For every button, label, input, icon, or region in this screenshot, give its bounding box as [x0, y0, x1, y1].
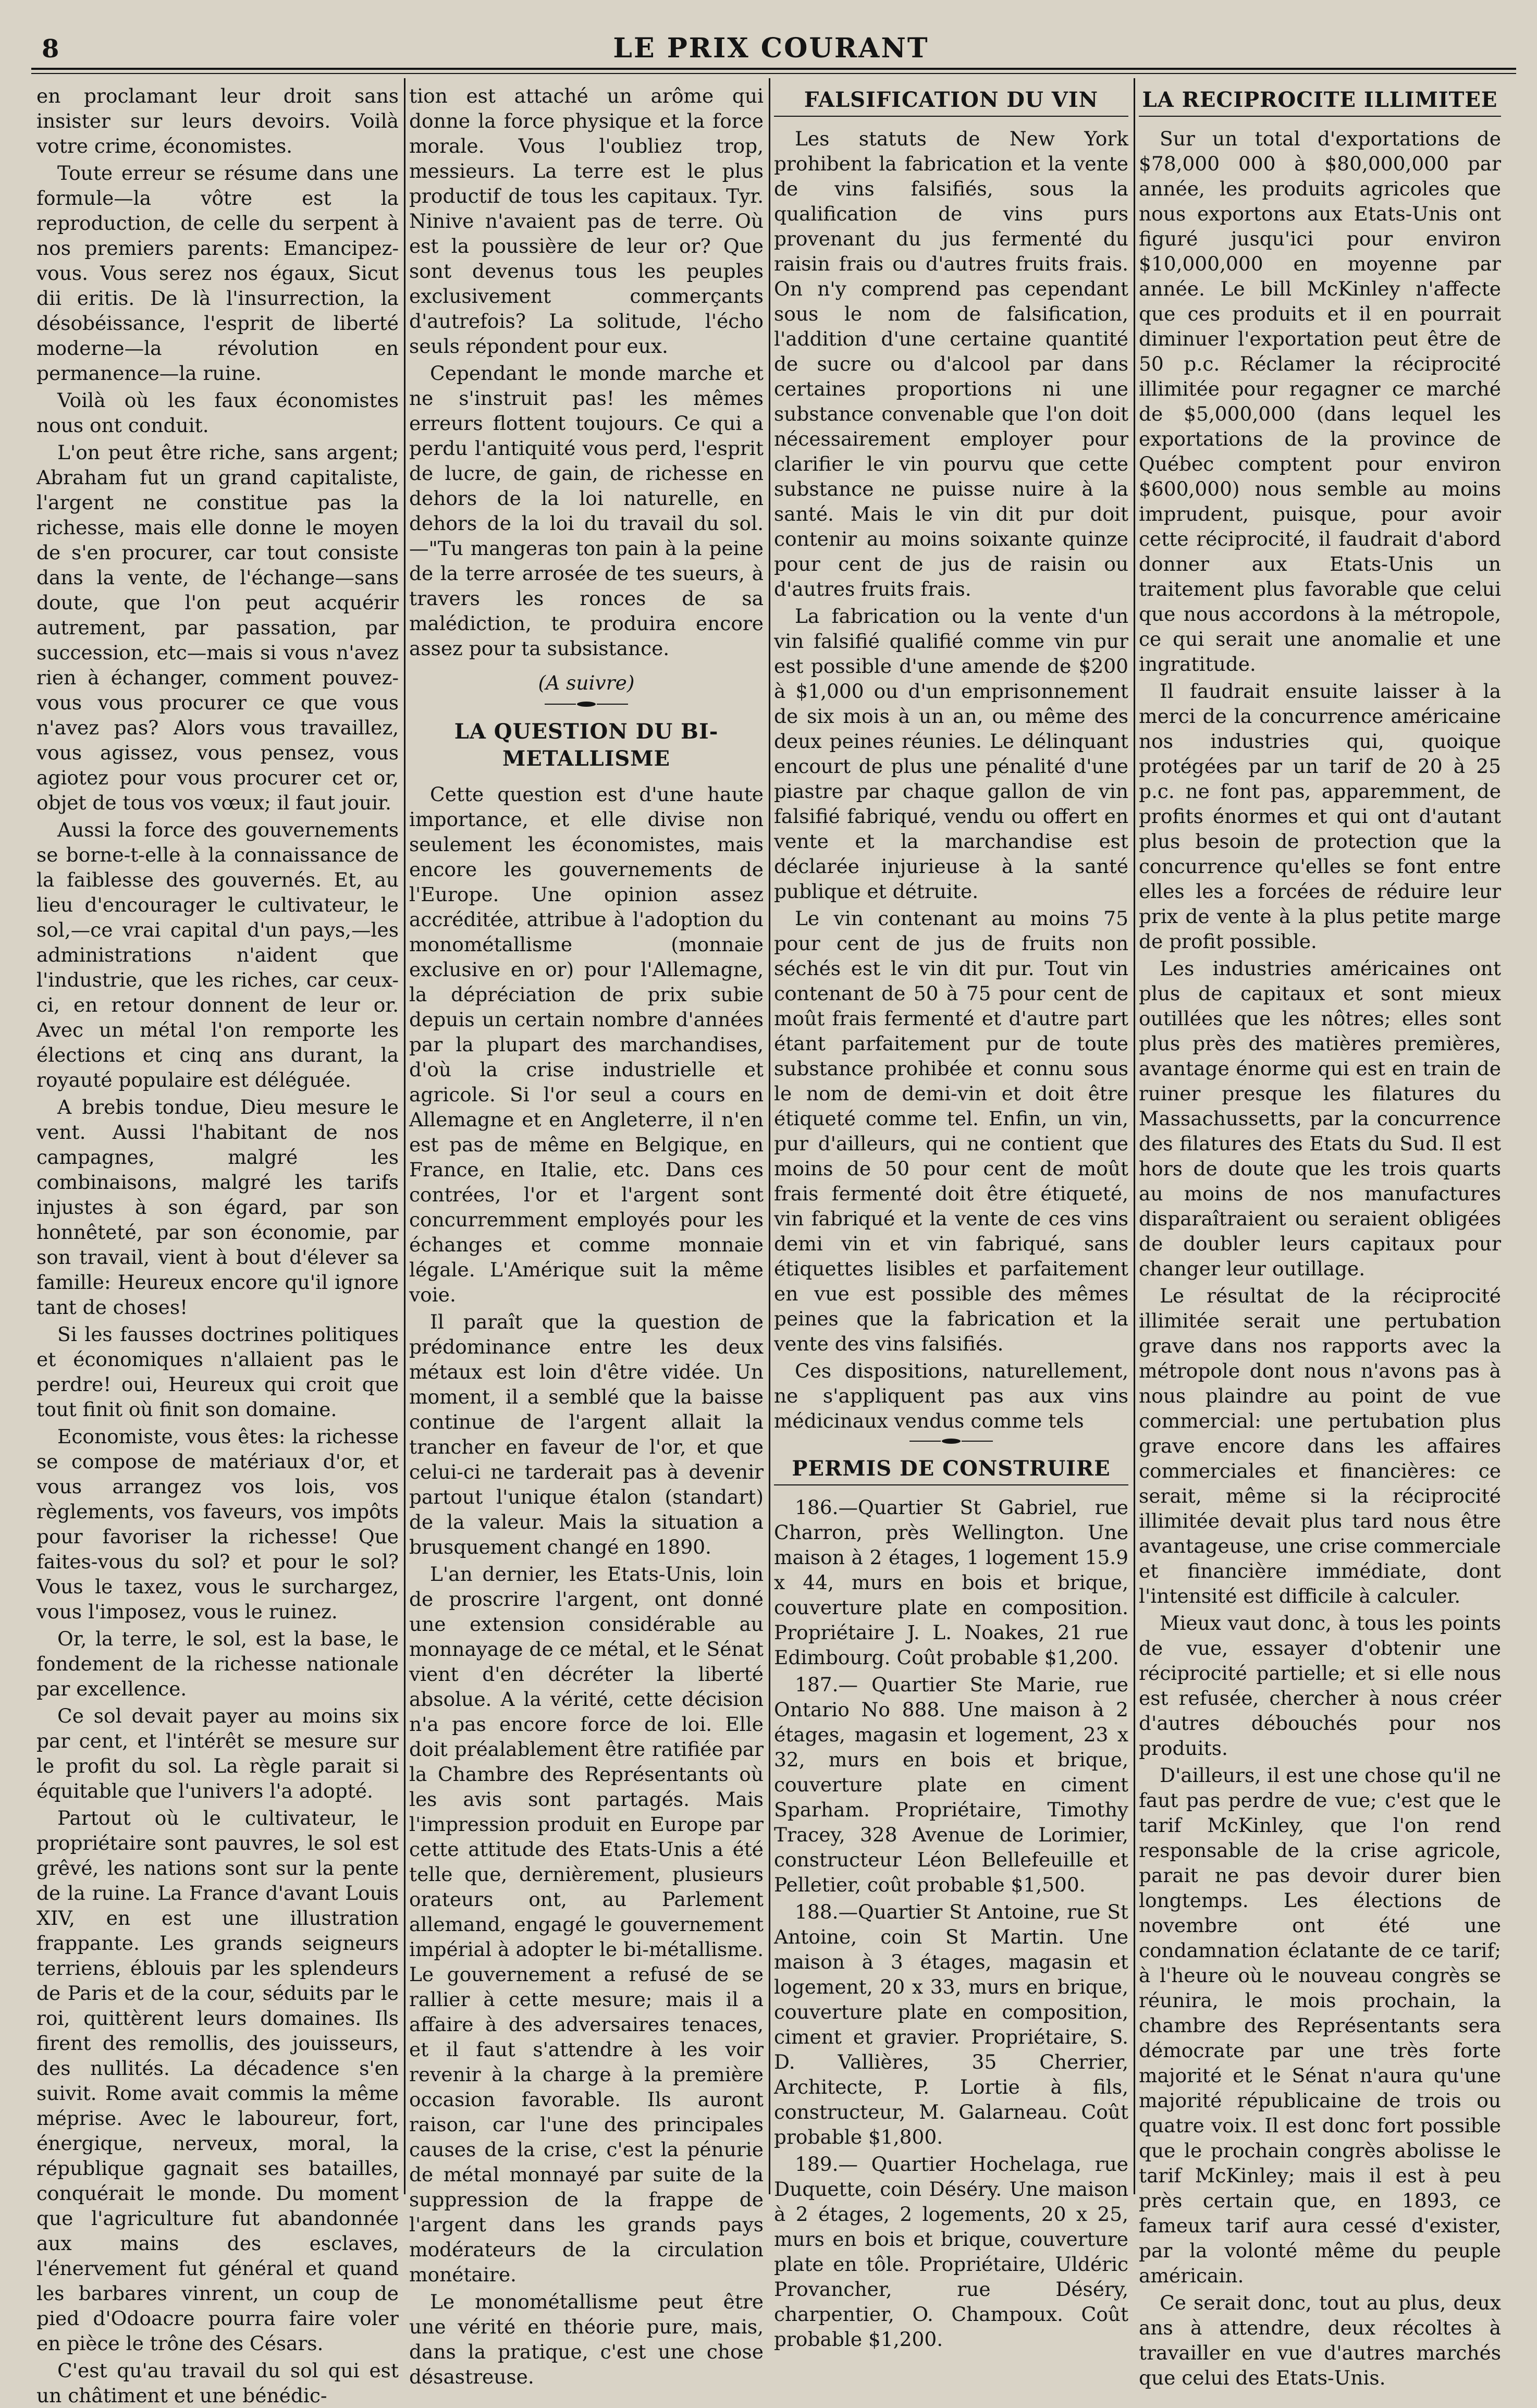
to-be-continued: (A suivre) [538, 671, 635, 694]
article-paragraph: Les industries américaines ont plus de capitaux et sont mieux outillées que les nôtres; elles sont plus près des matières premières, avantage énorme qui est en train de ruiner presque les filatures du Massachussetts, par la concurrence des filatures des Etats du Sud. Il est hors de doute que les trois quarts au moins de nos manufactures disparaîtraient ou seraient obligées de doubler leurs capitaux pour changer leur outillage. [1139, 957, 1501, 1280]
article-paragraph: A brebis tondue, Dieu mesure le vent. Aussi l'habitant de nos campagnes, malgré les combinaisons, malgré les tarifs injustes à son égard, par son honnêteté, par son économie, par son travail, vient à bout d'élever sa famille: Heureux encore qu'il ignore tant de choses! [36, 1096, 399, 1319]
article-paragraph: Ce serait donc, tout au plus, deux ans à attendre, deux récoltes à travailler en vue d'autres marchés que celui des Etats-Unis. [1139, 2291, 1501, 2389]
permit-entry: 186.—Quartier St Gabriel, rue Charron, près Wellington. Une maison à 2 étages, 1 logement 15.9 x 44, murs en bois et brique, couverture plate en composition. Propriétaire J. L. Noakes, 21 rue Edimbourg. Coût probable $1,200. [774, 1496, 1128, 1669]
article-paragraph: Ce sol devait payer au moins six par cent, et l'intérêt se mesure sur le profit du sol. La règle parait si équitable que l'univers l'a adopté. [36, 1704, 399, 1802]
column-divider [769, 78, 770, 2194]
permit-entry: 189.— Quartier Hochelaga, rue Duquette, coin Déséry. Une maison à 2 étages, 2 logements, 20 x 25, murs en bois et brique, couverture plate en tôle. Propriétaire, Uldéric Provancher, rue Déséry, charpentier, O. Champoux. Coût probable $1,200. [774, 2153, 1128, 2351]
article-paragraph: Il paraît que la question de prédominance entre les deux métaux est loin d'être vidée. Un moment, il a semblé que la baisse continue de l'argent allait la trancher en faveur de l'or, et que celui-ci ne tarderait pas à devenir partout l'unique étalon (standart) de la valeur. Mais la situation a brusquement changé en 1890. [409, 1310, 764, 1558]
article-paragraph: Voilà où les faux économistes nous ont conduit. [36, 389, 399, 437]
article-paragraph: tion est attaché un arôme qui donne la force physique et la force morale. Vous l'oubliez trop, messieurs. La terre est le plus productif de tous les capitaux. Tyr. Ninive n'avaient pas de terre. Où est la poussière de leur or? Que sont devenus tous les peuples exclusivement commerçants d'autrefois? La solitude, l'écho seuls répondent pour eux. [409, 84, 764, 358]
article-paragraph: Il faudrait ensuite laisser à la merci de la concurrence américaine nos industries qui, quoique protégées par un tarif de 20 à 25 p.c. ne font pas, apparemment, de profits énormes et qui ont d'autant plus besoin de protection que la concurrence qu'elles se font entre elles les a forcées de réduire leur prix de vente à la plus petite marge de profit possible. [1139, 680, 1501, 953]
column-4 [1139, 83, 1501, 2389]
article-paragraph: L'on peut être riche, sans argent; Abraham fut un grand capitaliste, l'argent ne constitue pas la richesse, mais elle donne le moyen de s'en procurer, car tout consiste dans la vente, de l'échange—sans doute, que l'on peut acquérir autrement, par passation, par succession, etc—mais si vous n'avez rien à échanger, comment pouvez-vous vous procurer ce que vous n'avez pas? Alors vous travaillez, vous agissez, vous pensez, vous agiotez pour vous procurer cet or, objet de tous vos vœux; il faut jouir. [36, 441, 399, 814]
article-paragraph: L'an dernier, les Etats-Unis, loin de proscrire l'argent, ont donné une extension considérable au monnayage de ce métal, et le Sénat vient d'en décréter la liberté absolue. A la vérité, cette décision n'a pas encore force de loi. Elle doit préalablement être ratifiée par la Chambre des Représentants où les avis sont partagés. Mais l'impression produit en Europe par cette attitude des Etats-Unis a été telle que, dernièrement, plusieurs orateurs ont, au Parlement allemand, engagé le gouvernement impérial à adopter le bi-métallisme. Le gouvernement a refusé de se rallier à cette mesure; mais il a affaire à des adversaires tenaces, et il faut s'attendre à les voir revenir à la charge à la première occasion favorable. Ils auront raison, car l'une des principales causes de la crise, c'est la pénurie de métal monnayé par suite de la suppression de la frappe de l'argent dans les grands pays modérateurs de la circulation monétaire. [409, 1563, 764, 2286]
column-2 [409, 83, 764, 2388]
article-paragraph: Partout où le cultivateur, le propriétaire sont pauvres, le sol est grêvé, les nations sont sur la pente de la ruine. La France d'avant Louis XIV, en est une illustration frappante. Les grands seigneurs terriens, éblouis par les splendeurs de Paris et de la cour, séduits par le roi, quittèrent leurs domaines. Ils firent des remollis, des jouisseurs, des nullités. La décadence s'en suivit. Rome avait commis la même méprise. Avec le laboureur, fort, énergique, nerveux, moral, la république gagnait ses batailles, conquérait le monde. Du moment que l'agriculture fut abandonnée aux mains des esclaves, l'énervement fut général et quand les barbares vinrent, un coup de pied d'Odoacre pourra faire voler en pièce le trône des Césars. [36, 1807, 399, 2355]
article-paragraph: Cette question est d'une haute importance, et elle divise non seulement les économistes, mais encore les gouvernements de l'Europe. Une opinion assez accréditée, attribue à l'adoption du monométallisme (monnaie exclusive en or) pour l'Allemagne, la dépréciation de prix subie depuis un certain nombre d'années par la plupart des marchandises, d'où la crise industrielle et agricole. Si l'or seul a cours en Allemagne et en Angleterre, il n'en est pas de même en Belgique, en France, en Italie, etc. Dans ces contrées, l'or et l'argent sont concurremment employés pour les échanges et comme monnaie légale. L'Amérique suit la même voie. [409, 783, 764, 1306]
article-title: FALSIFICATION DU VIN [774, 87, 1128, 117]
article-title: LA QUESTION DU BI-METALLISME [454, 719, 719, 771]
article-paragraph: Economiste, vous êtes: la richesse se compose de matériaux d'or, et vous arrangez vos lois, vos règlements, vos faveurs, vos impôts pour favoriser la richesse! Que faites-vous du sol? et pour le sol? Vous le taxez, vous le surchargez, vous l'imposez, vous le ruinez. [36, 1425, 399, 1623]
page-number: 8 [42, 34, 59, 64]
permit-entry: 187.— Quartier Ste Marie, rue Ontario No 888. Une maison à 2 étages, magasin et logement, 23 x 32, murs en bois et brique, couverture plate en ciment Sparham. Propriétaire, Timothy Tracey, 328 Avenue de Lorimier, constructeur Léon Bellefeuille et Pelletier, coût probable $1,500. [774, 1673, 1128, 1896]
article-paragraph: Le vin contenant au moins 75 pour cent de jus de fruits non séchés est le vin dit pur. Tout vin contenant de 50 à 75 pour cent de moût frais fermenté et d'autre part étant parfaitement pur de toute substance prohibée et connu sous le nom de demi-vin et doit être étiqueté comme tel. Enfin, un vin, pur d'ailleurs, qui ne contient que moins de 50 pour cent de moût frais fermenté doit être étiqueté, vin fabriqué et la vente de ces vins demi vin et vin fabriqué, sans étiquettes lisibles et parfaitement en vue est possible des mêmes peines que la fabrication et la vente des vins falsifiés. [774, 907, 1128, 1355]
article-paragraph: Ces dispositions, naturellement, ne s'appliquent pas aux vins médicinaux vendus comme tels [774, 1359, 1128, 1432]
article-title: LA RECIPROCITE ILLIMITEE [1139, 87, 1501, 117]
ornament-divider [904, 1438, 998, 1445]
ornament-divider [539, 701, 633, 708]
header-rule [31, 68, 1516, 70]
column-3 [774, 83, 1128, 2351]
permit-entry: 188.—Quartier St Antoine, rue St Antoine, coin St Martin. Une maison à 3 étages, magasin et logement, 20 x 33, murs en brique, couverture plate en composition, ciment et gravier. Propriétaire, S. D. Vallières, 35 Cherrier, Architecte, P. Lortie à fils, constructeur, M. Galarneau. Coût probable $1,800. [774, 1900, 1128, 2148]
column-1 [36, 83, 399, 2407]
article-paragraph: Cependant le monde marche et ne s'instruit pas! les mêmes erreurs flottent toujours. Ce qui a perdu l'antiquité vous perd, l'esprit de lucre, de gain, de richesse en dehors de la loi naturelle, en dehors de la loi du travail du sol. —"Tu mangeras ton pain à la peine de la terre arrosée de tes sueurs, à travers les ronces de sa malédiction, te produira encore assez pour ta subsistance. [409, 362, 764, 660]
article-paragraph: Les statuts de New York prohibent la fabrication et la vente de vins falsifiés, sous la qualification de vins purs provenant du jus fermenté du raisin frais ou d'autres fruits frais. On n'y comprend pas cependant sous le nom de falsification, l'addition d'une certaine quantité de sucre ou d'alcool par dans certaines proportions ni une substance convenable que l'on doit nécessairement employer pour clarifier le vin pourvu que cette substance ne puisse nuire à la santé. Mais le vin dit pur doit contenir au moins soixante quinze pour cent de jus de raisin ou d'autres fruits frais. [774, 127, 1128, 600]
page-header [36, 32, 1506, 64]
masthead: LE PRIX COURANT [613, 32, 929, 64]
column-divider [404, 78, 405, 2194]
article-paragraph: D'ailleurs, il est une chose qu'il ne faut pas perdre de vue; c'est que le tarif McKinley, que l'on rend responsable de la crise agricole, parait ne pas devoir durer bien longtemps. Les élections de novembre ont été une condamnation éclatante de ce tarif; à l'heure où le nouveau congrès se réunira, le mois prochain, la chambre des Représentants sera démocrate par une très forte majorité et le Sénat n'aura qu'une majorité républicaine de trois ou quatre voix. Il est donc fort possible que le prochain congrès abolisse le tarif McKinley; mais il est à peu près certain que, en 1893, ce fameux tarif aura cessé d'exister, par la volonté même du peuple américain. [1139, 1764, 1501, 2287]
article-paragraph: Le monométallisme peut être une vérité en théorie pure, mais, dans la pratique, c'est une chose désastreuse. [409, 2290, 764, 2388]
article-paragraph: Le résultat de la réciprocité illimitée serait une pertubation grave dans nos rapports avec la métropole dont nous n'avons pas à nous plaindre au point de vue commercial: une pertubation plus grave encore dans les affaires commerciales et financières: ce serait, même si la réciprocité illimitée devait plus tard nous être avantageuse, une crise commerciale et financière immédiate, dont l'intensité est difficile à calculer. [1139, 1284, 1501, 1607]
column-divider [1134, 78, 1135, 2194]
article-paragraph: Or, la terre, le sol, est la base, le fondement de la richesse nationale par excellence. [36, 1627, 399, 1700]
article-paragraph: Si les fausses doctrines politiques et économiques n'allaient pas le perdre! oui, Heureux qui croit que tout finit où finit son domaine. [36, 1323, 399, 1421]
header-rule-thin [31, 73, 1516, 74]
article-paragraph: Sur un total d'exportations de $78,000 000 à $80,000,000 par année, les produits agricoles que nous exportons aux Etats-Unis ont figuré jusqu'ici pour environ $10,000,000 en moyenne par année. Le bill McKinley n'affecte que ces produits et il en pourrait diminuer l'exportation peut être de 50 p.c. Réclamer la réciprocité illimitée pour regagner ce marché de $5,000,000 (dans lequel les exportations de la province de Québec comptent pour environ $600,000) nous semble au moins imprudent, puisque, pour avoir cette réciprocité, il faudrait d'abord donner aux Etats-Unis un traitement plus favorable que celui que nous accordons à la métropole, ce qui serait une anomalie et une ingratitude. [1139, 127, 1501, 675]
article-paragraph: en proclamant leur droit sans insister sur leurs devoirs. Voilà votre crime, économistes. [36, 84, 399, 157]
article-paragraph: Mieux vaut donc, à tous les points de vue, essayer d'obtenir une réciprocité partielle; et si elle nous est refusée, chercher à nous créer d'autres débouchés pour nos produits. [1139, 1612, 1501, 1760]
article-paragraph: C'est qu'au travail du sol qui est un châtiment et une bénédic- [36, 2359, 399, 2407]
article-title: PERMIS DE CONSTRUIRE [774, 1455, 1128, 1485]
article-paragraph: La fabrication ou la vente d'un vin falsifié qualifié comme vin pur est possible d'une amende de $200 à $1,000 ou d'un emprisonnement de six mois à un an, ou même des deux peines réunies. Le délinquant encourt de plus une pénalité d'une piastre par chaque gallon de vin falsifié fabriqué, vendu ou offert en vente et la marchandise est déclarée injurieuse à la santé publique et détruite. [774, 605, 1128, 903]
article-paragraph: Toute erreur se résume dans une formule—la vôtre est la reproduction, de celle du serpent à nos premiers parents: Emancipez-vous. Vous serez nos égaux, Sicut dii eritis. De là l'insurrection, la désobéissance, l'esprit de liberté moderne—la révolution en permanence—la ruine. [36, 162, 399, 385]
article-paragraph: Aussi la force des gouvernements se borne-t-elle à la connaissance de la faiblesse des gouvernés. Et, au lieu d'encourager le cultivateur, le sol,—ce vrai capital d'un pays,—les administrations n'aident que l'industrie, que les riches, car ceux-ci, en retour donnent de leur or. Avec un métal l'on remporte les élections et cinq ans durant, la royauté populaire est déléguée. [36, 818, 399, 1091]
